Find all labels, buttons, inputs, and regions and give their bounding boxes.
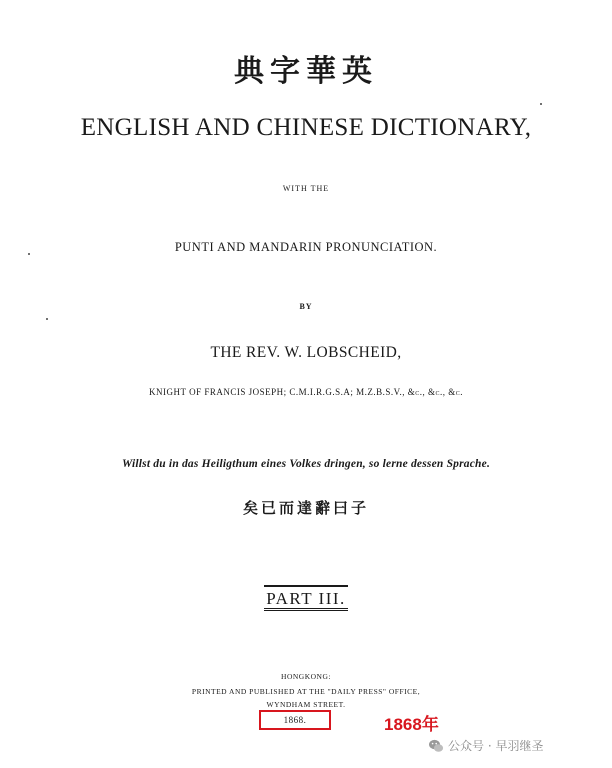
part-label: PART III.	[264, 585, 348, 611]
imprint-year: 1868.	[283, 715, 307, 725]
year-highlight-box	[259, 710, 331, 730]
by-text: BY	[299, 302, 313, 311]
watermark	[428, 737, 543, 754]
paper-speck	[46, 318, 48, 320]
page-title: ENGLISH AND CHINESE DICTIONARY,	[80, 114, 532, 141]
paper-speck	[540, 103, 542, 105]
wechat-icon	[428, 738, 444, 754]
year-annotation: 1868年	[384, 715, 439, 734]
subtitle: PUNTI AND MANDARIN PRONUNCIATION.	[174, 240, 438, 254]
imprint-place: HONGKONG:	[281, 672, 331, 681]
imprint-publisher: PRINTED AND PUBLISHED AT THE "DAILY PRESS" OFFICE,	[191, 687, 421, 696]
watermark-text: 公众号 · 早羽继圣	[448, 739, 544, 753]
part-label-wrap	[0, 585, 612, 611]
imprint-street: WYNDHAM STREET.	[266, 700, 346, 709]
chinese-motto: 矣已而達辭曰子	[242, 499, 369, 517]
with-the-text: WITH THE	[282, 184, 330, 193]
chinese-title: 典字華英	[234, 54, 378, 89]
author-name: THE REV. W. LOBSCHEID,	[210, 344, 402, 361]
german-motto: Willst du in das Heiligthum eines Volkes dringen, so lerne dessen Sprache.	[121, 458, 491, 470]
paper-speck	[28, 253, 30, 255]
author-titles: KNIGHT OF FRANCIS JOSEPH; C.M.I.R.G.S.A; M.Z.B.S.V., &c., &c., &c.	[149, 387, 463, 397]
